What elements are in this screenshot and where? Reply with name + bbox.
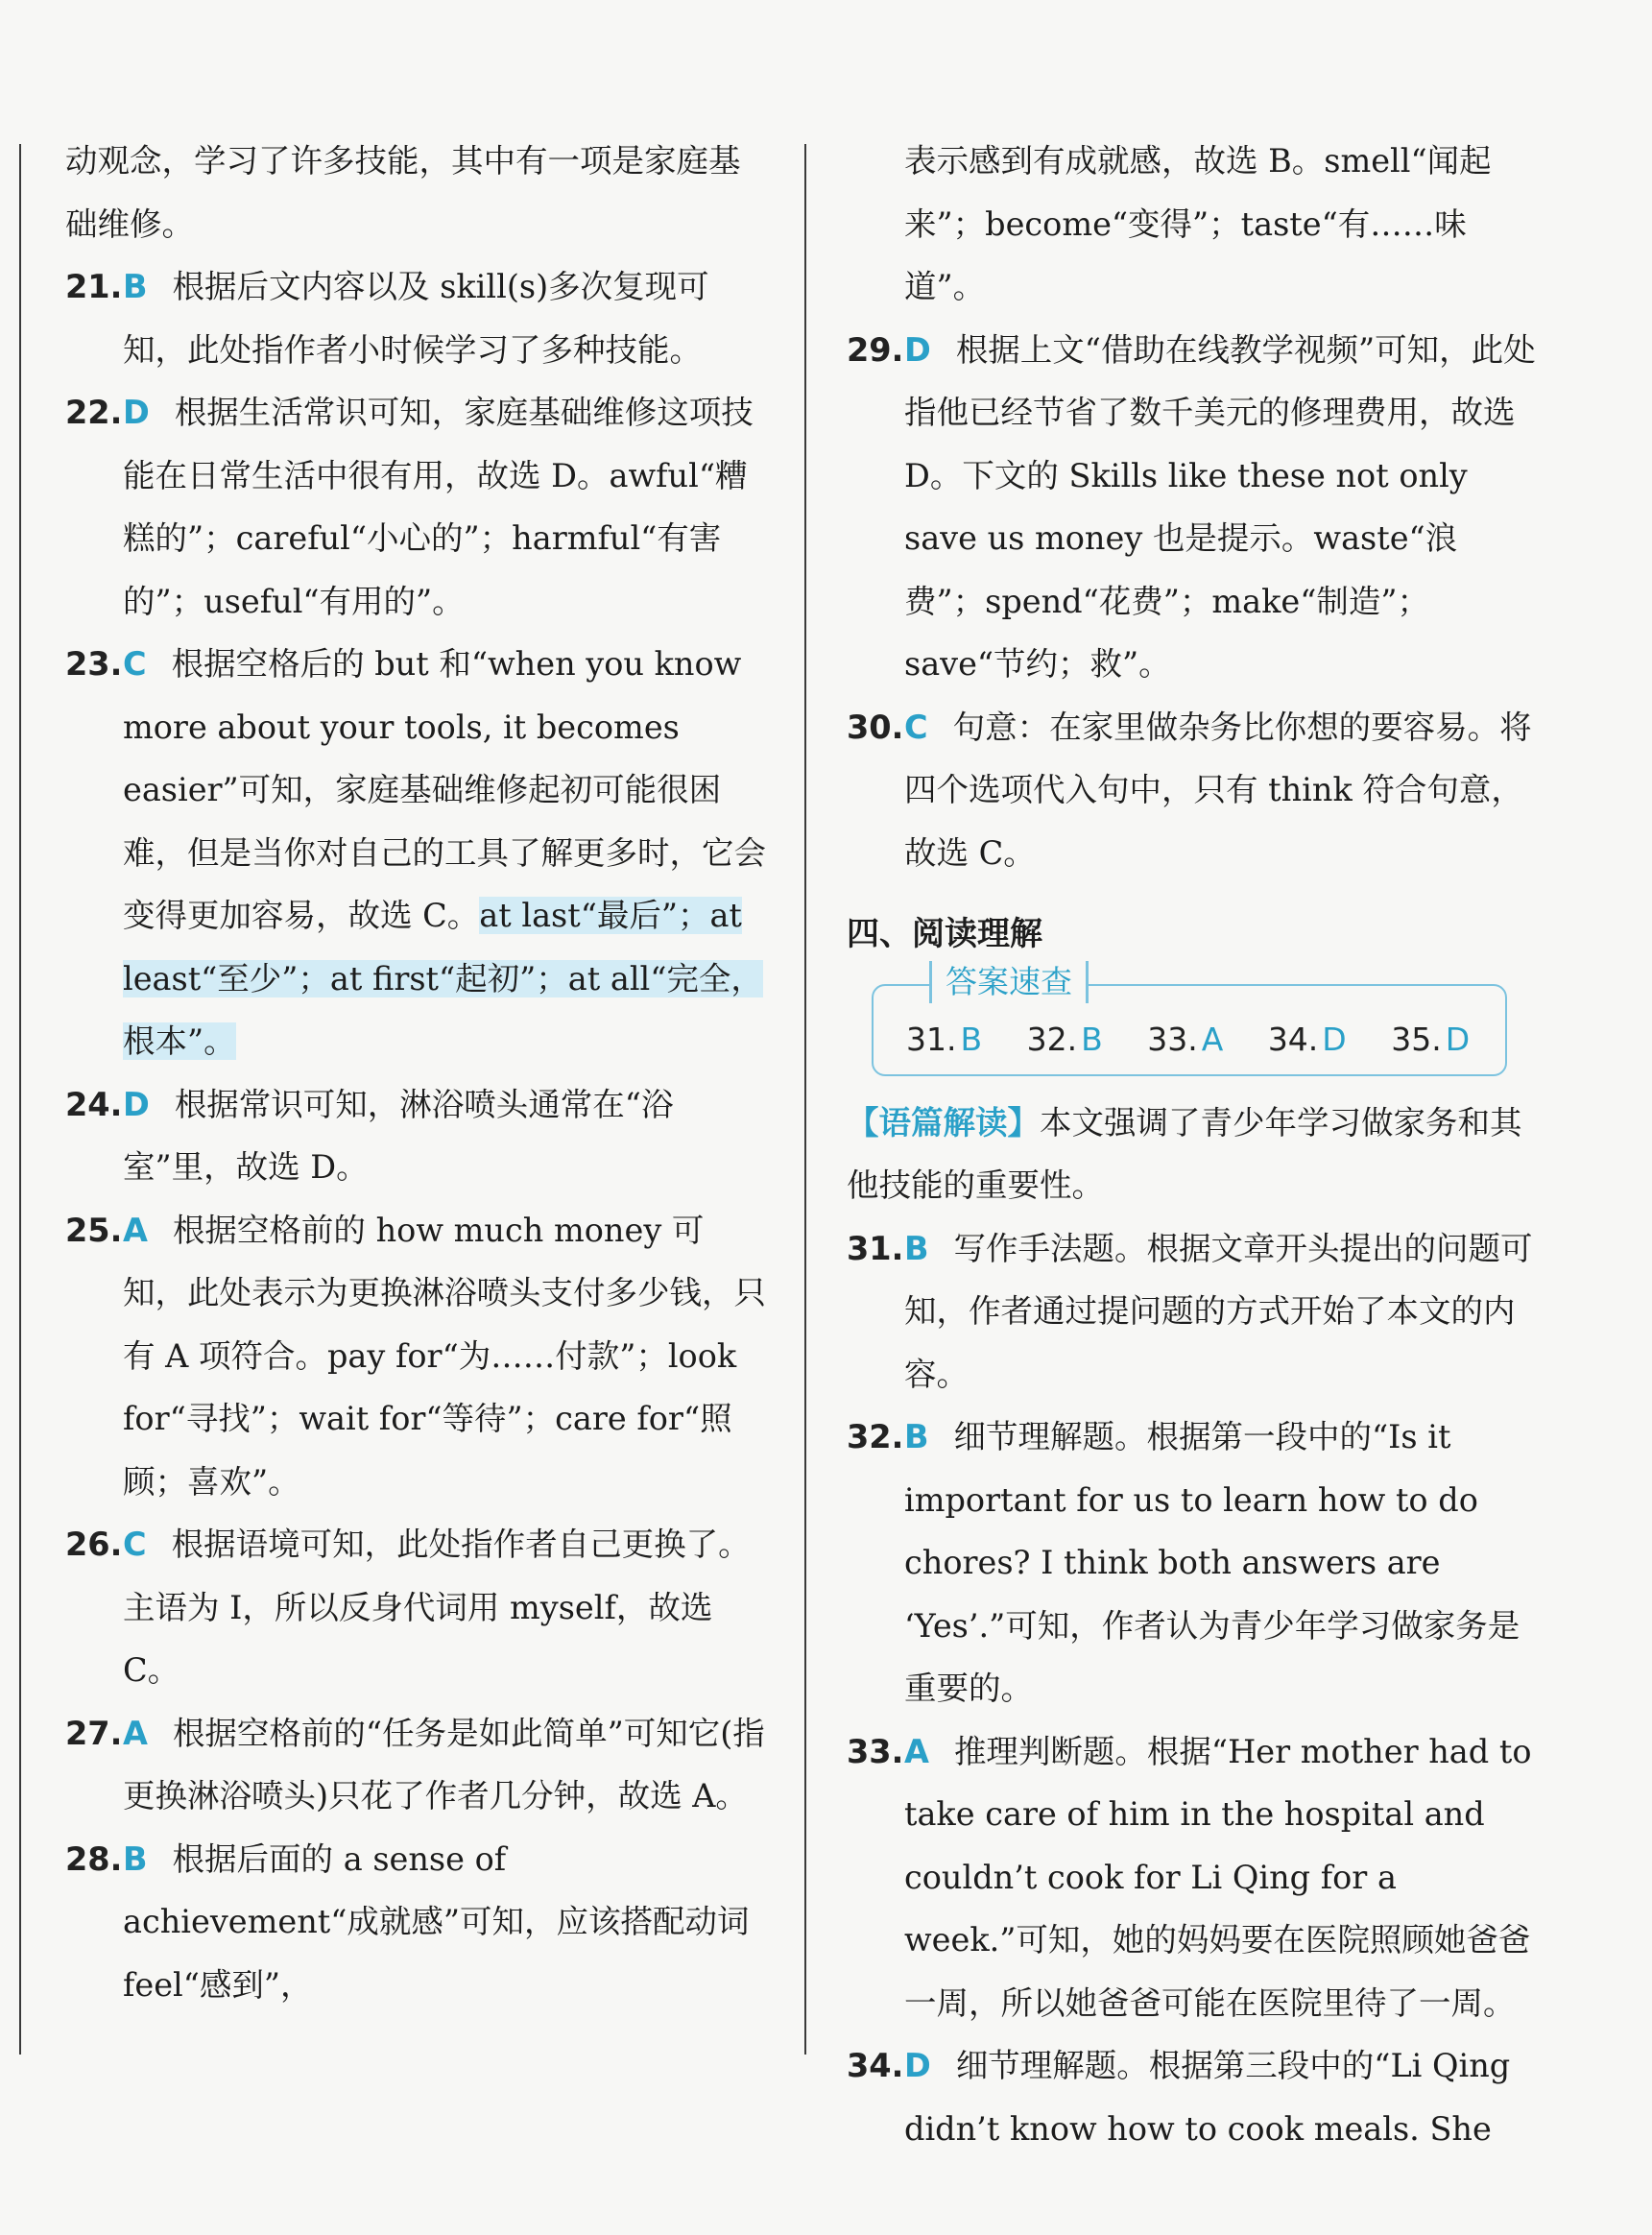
explanation: 写作手法题。根据文章开头提出的问题可知，作者通过提问题的方式开始了本文的内容。 [904,1229,1533,1393]
item-number: 29. [847,330,904,369]
answer-item-30 [847,696,1538,885]
item-number: 22. [65,394,123,431]
quick-num: 31. [906,1020,957,1058]
answer-item-25 [65,1199,766,1514]
explanation: 根据空格后的 but 和“when you know more about your tools, it becomes easier”可知，家庭基础维修起初可能很困难，但是当你对自己的工具了解更多时，它会变得更加容易，故选 C。 [123,645,766,934]
answer-letter: D [123,1085,150,1123]
explanation: 根据后文内容以及 skill(s)多次复现可知，此处指作者小时候学习了多种技能。 [123,268,709,369]
quick-num: 35. [1391,1020,1442,1058]
quick-answer: B [960,1020,983,1058]
item-number: 32. [847,1418,904,1455]
item-number: 33. [847,1732,904,1770]
explanation: 根据空格前的“任务是如此简单”可知它(指更换淋浴喷头)只花了作者几分钟，故选 A。 [123,1714,765,1814]
explanation: 句意：在家里做杂务比你想的要容易。将四个选项代入句中，只有 think 符合句意，故选 C。 [904,708,1532,872]
quick-num: 32. [1026,1020,1078,1058]
item-number: 21. [65,268,123,305]
explanation: 根据生活常识可知，家庭基础维修这项技能在日常生活中很有用，故选 D。awful“糟糕的”；careful“小心的”；harmful“有害的”；useful“有用的”。 [123,394,754,620]
answer-letter: A [123,1714,148,1752]
left-column [65,130,766,2016]
answer-item-29 [847,319,1538,696]
reading-text: 本文强调了青少年学习做家务和其他技能的重要性。 [847,1103,1522,1204]
item-number: 26. [65,1526,123,1563]
answer-letter: B [123,268,148,305]
item-number: 24. [65,1085,123,1123]
answer-letter: B [904,1418,929,1455]
answer-letter: D [904,330,931,369]
answer-letter: A [904,1732,929,1770]
explanation: 根据常识可知，淋浴喷头通常在“浴室”里，故选 D。 [123,1085,674,1186]
answer-letter: B [904,1229,929,1267]
answer-letter: D [123,394,150,431]
highlighted-vocabulary: at last“最后”；at least“至少”；at first“起初”；at all“完全，根本”。 [123,897,763,1060]
answer-letter: C [904,708,928,746]
answer-letter: B [123,1839,148,1878]
item-number: 23. [65,645,123,683]
left-intro-text: 动观念，学习了许多技能，其中有一项是家庭基础维修。 [65,142,741,243]
answer-item-31 [847,1217,1538,1406]
quick-check-answers [906,1019,1504,1061]
explanation: 细节理解题。根据第一段中的“Is it important for us to learn how to do chores? I think both answers are ‘Yes’.”可知，作者认为青少年学习做家务是重要的。 [904,1418,1520,1707]
reading-summary [847,1092,1538,1217]
answer-item-21 [65,255,766,381]
item-number: 27. [65,1714,123,1752]
answer-letter: A [123,1211,148,1249]
section-title: 四、阅读理解 [847,915,1042,953]
answer-item-22 [65,381,766,633]
answer-item-34 [847,2034,1538,2160]
left-margin-rule [19,144,21,2055]
item-number: 31. [847,1229,904,1267]
item-number: 30. [847,708,904,746]
answer-item-32 [847,1406,1538,1720]
quick-num: 34. [1267,1020,1319,1058]
explanation: 细节理解题。根据第三段中的“Li Qing didn’t know how to cook meals. She [904,2047,1511,2148]
reading-label: 【语篇解读】 [847,1103,1040,1142]
answer-item-26 [65,1513,766,1702]
quick-answer: D [1445,1020,1471,1058]
answer-item-33 [847,1720,1538,2035]
quick-num: 33. [1147,1020,1198,1058]
quick-check-box [872,962,1507,1076]
answer-item-24 [65,1073,766,1199]
quick-answer: A [1201,1020,1224,1058]
item-number: 34. [847,2047,904,2084]
item-number: 28. [65,1839,123,1878]
quick-check-title: 答案速查 [929,961,1089,1003]
item-number: 25. [65,1211,123,1249]
answer-item-28 [65,1828,766,2017]
answer-letter: C [123,645,147,683]
answer-item-23 [65,633,766,1073]
answer-letter: D [904,2047,931,2084]
answer-letter: C [123,1526,147,1563]
explanation: 根据语境可知，此处指作者自己更换了。主语为 I，所以反身代词用 myself，故选 C。 [123,1526,751,1689]
explanation: 推理判断题。根据“Her mother had to take care of him in the hospital and couldn’t cook for Li Qing for a week.”可知，她的妈妈要在医院照顾她爸爸一周，所以她爸爸可能在医院里待了一周。 [904,1732,1532,2022]
right-intro-text: 表示感到有成就感，故选 B。smell“闻起来”；become“变得”；taste“有……味道”。 [904,142,1492,305]
column-divider [804,144,806,2055]
quick-answer: B [1081,1020,1103,1058]
right-column [847,130,1538,2160]
quick-answer: D [1322,1020,1347,1058]
explanation: 根据上文“借助在线教学视频”可知，此处指他已经节省了数千美元的修理费用，故选 D。下文的 Skills like these not only save us money 也是提示。waste“浪费”；spend“花费”；make“制造”；save“节约；救”。 [904,330,1536,683]
answer-item-27 [65,1702,766,1828]
explanation: 根据空格前的 how much money 可知，此处表示为更换淋浴喷头支付多少钱，只有 A 项符合。pay for“为……付款”；look for“寻找”；wait for“等待”；care for“照顾；喜欢”。 [123,1211,766,1501]
explanation: 根据后面的 a sense of achievement“成就感”可知，应该搭配动词 feel“感到”， [123,1839,750,2004]
